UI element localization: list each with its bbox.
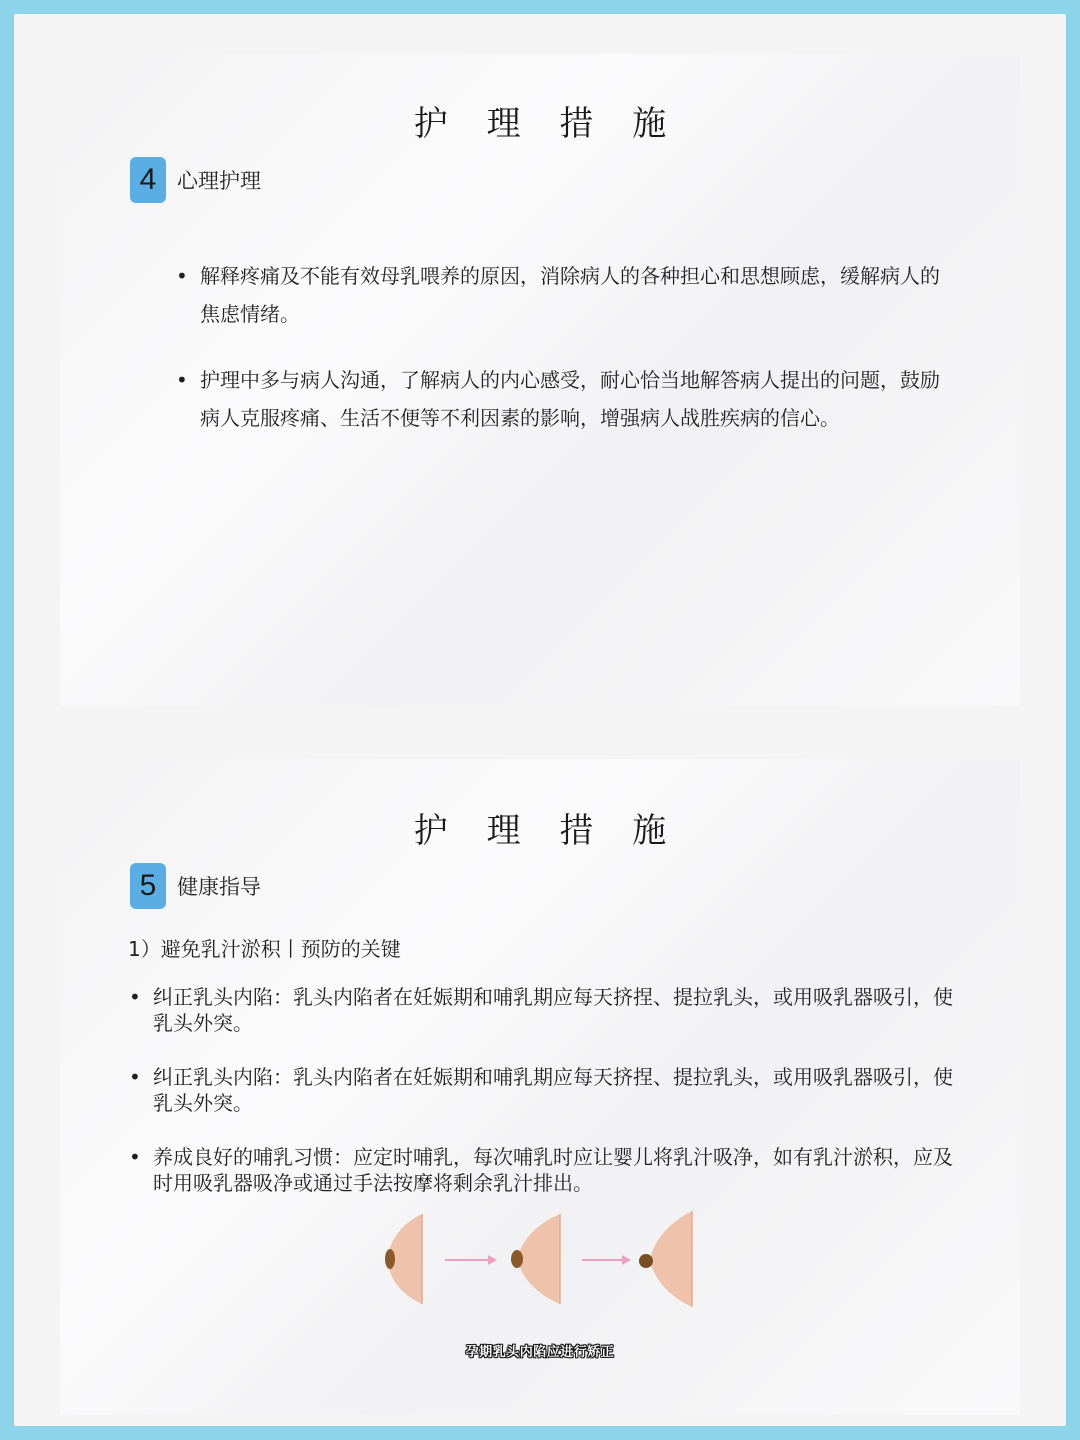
arrow-icon [445, 1255, 497, 1265]
page-frame [14, 14, 1066, 1426]
bullet-item: • 养成良好的哺乳习惯：应定时哺乳，每次哺乳时应让婴儿将乳汁吸净，如有乳汁淤积，应及时用吸乳器吸净或通过手法按摩将剩余乳汁排出。 [153, 1144, 958, 1196]
breast-stage-correcting [511, 1214, 560, 1304]
slide-psychological-care [60, 54, 1020, 706]
section-number-badge: 4 [130, 157, 166, 203]
bullet-item: • 解释疼痛及不能有效母乳喂养的原因，消除病人的各种担心和思想顾虑，缓解病人的焦虑情绪。 [200, 257, 945, 333]
breast-stage-inverted [385, 1214, 422, 1304]
bullet-list [153, 984, 958, 1224]
section-number-badge: 5 [130, 863, 166, 909]
arrow-icon [582, 1255, 631, 1265]
section-label: 心理护理 [177, 169, 261, 193]
sub-heading: 1）避免乳汁淤积丨预防的关键 [128, 937, 401, 961]
breast-stage-corrected [639, 1211, 692, 1307]
bullet-item: • 护理中多与病人沟通，了解病人的内心感受，耐心恰当地解答病人提出的问题，鼓励病人克服疼痛、生活不便等不利因素的影响，增强病人战胜疾病的信心。 [200, 361, 945, 437]
slide-title: 护 理 措 施 [413, 811, 681, 851]
bullet-list [200, 257, 945, 465]
section-label: 健康指导 [177, 875, 261, 899]
bullet-item: • 纠正乳头内陷：乳头内陷者在妊娠期和哺乳期应每天挤捏、提拉乳头，或用吸乳器吸引，使乳头外突。 [153, 984, 958, 1036]
nipple-correction-illustration [370, 1209, 710, 1309]
slide-health-guidance [60, 759, 1020, 1415]
bullet-item: • 纠正乳头内陷：乳头内陷者在妊娠期和哺乳期应每天挤捏、提拉乳头，或用吸乳器吸引，使乳头外突。 [153, 1064, 958, 1116]
slide-title: 护 理 措 施 [413, 104, 681, 144]
illustration-caption: 孕期乳头内陷应进行矫正 [465, 1345, 615, 1360]
